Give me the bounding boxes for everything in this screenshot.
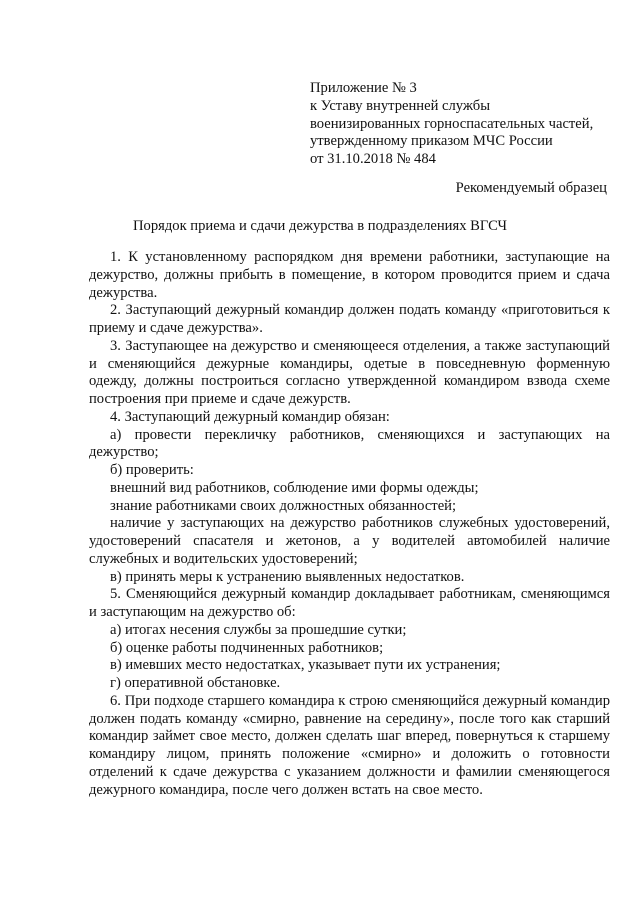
check-item-appearance: внешний вид работников, соблюдение ими формы одежды; xyxy=(110,479,479,496)
paragraph-3: 3. Заступающее на дежурство и сменяющееся отделения, а также заступающий и сменяющийся дежурные командиры, одетые в повседневную форменную одежду, должны построиться согласно утвержденной командиром взвода схеме построения при приеме и сдаче дежурств. xyxy=(89,337,610,407)
approval-order: утвержденному приказом МЧС России xyxy=(310,133,553,150)
paragraph-4: 4. Заступающий дежурный командир обязан: xyxy=(110,408,390,425)
paragraph-4a: а) провести перекличку работников, сменяющихся и заступающих на дежурство; xyxy=(89,426,610,461)
charter-reference: к Уставу внутренней службы xyxy=(310,97,491,114)
paragraph-4b: б) проверить: xyxy=(110,462,194,478)
paragraph-4c: в) принять меры к устранению выявленных недостатков. xyxy=(110,568,465,585)
paragraph-5: 5. Сменяющийся дежурный командир докладывает работникам, сменяющимся и заступающим на дежурство об: xyxy=(89,586,610,620)
paragraph-5b: б) оценке работы подчиненных работников; xyxy=(110,639,384,656)
document-body xyxy=(89,249,610,799)
charter-scope: военизированных горноспасательных частей, xyxy=(310,115,594,132)
appendix-number: Приложение № 3 xyxy=(310,80,417,96)
paragraph-5a: а) итогах несения службы за прошедшие сутки; xyxy=(110,621,407,638)
approval-header xyxy=(310,80,620,169)
document-title: Порядок приема и сдачи дежурства в подразделениях ВГСЧ xyxy=(133,218,507,234)
approval-date: от 31.10.2018 № 484 xyxy=(310,151,436,168)
paragraph-5c: в) имевших место недостатках, указывает пути их устранения; xyxy=(110,657,501,674)
paragraph-6: 6. При подходе старшего командира к строю сменяющийся дежурный командир должен подать команду «смирно, равнение на середину», после того как старший командир займет свое место, должен сделать шаг вперед, повернуться к старшему командиру лицом, принять положение «смирно» и доложить о готовности отделений к сдаче дежурства с указанием должности и фамилии сменяющегося дежурного командира, после чего должен встать на свое место. xyxy=(89,692,610,798)
paragraph-1: 1. К установленному распорядком дня времени работники, заступающие на дежурство, должны прибыть в помещение, в котором проводится прием и сдача дежурства. xyxy=(89,249,610,301)
check-item-documents: наличие у заступающих на дежурство работников служебных удостоверений, удостоверений спасателя и жетонов, а у водителей автомобилей наличие служебных и водительских удостоверений; xyxy=(89,515,610,567)
check-item-knowledge: знание работниками своих должностных обязанностей; xyxy=(110,497,457,514)
recommended-sample-label: Рекомендуемый образец xyxy=(455,180,607,196)
paragraph-2: 2. Заступающий дежурный командир должен подать команду «приготовиться к приему и сдаче дежурства». xyxy=(89,302,610,336)
paragraph-5d: г) оперативной обстановке. xyxy=(110,675,281,691)
